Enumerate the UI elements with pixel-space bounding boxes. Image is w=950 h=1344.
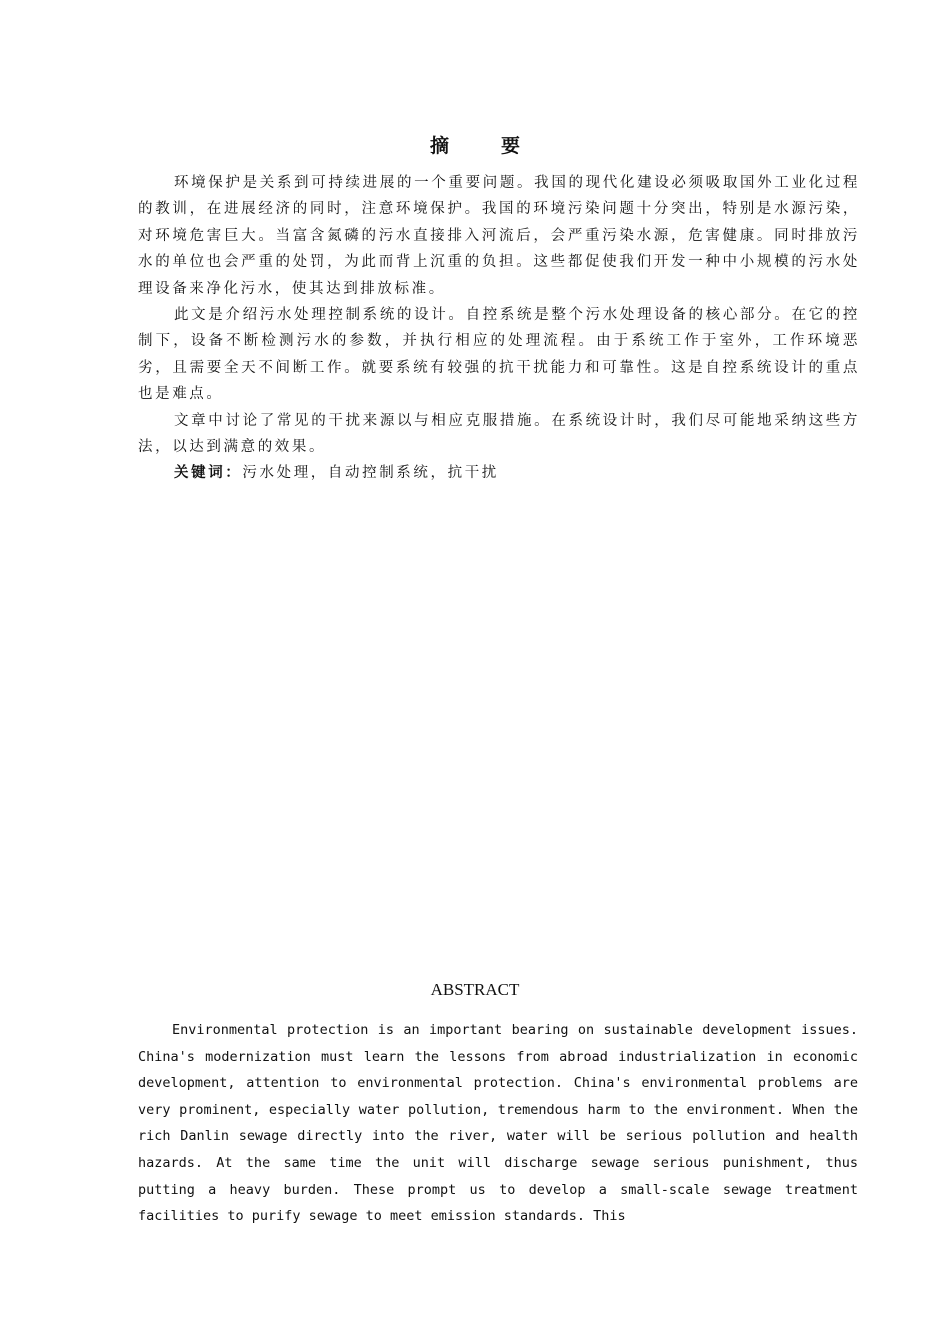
keywords-line <box>138 460 860 486</box>
keywords-value: 污水处理，自动控制系统，抗干扰 <box>242 465 499 482</box>
english-paragraph-1: Environmental protection is an important bearing on sustainable development issues. China's modernization must learn the lessons from abroad industrialization in economic development, attention to environmental protection. China's environmental problems are very prominent, especially water pollution, tremendous harm to the environment. When the rich Danlin sewage directly into the river, water will be serious pollution and health hazards. At the same time the unit will discharge sewage serious punishment, thus putting a heavy burden. These prompt us to develop a small-scale sewage treatment facilities to purify sewage to meet emission standards. This <box>138 1022 858 1225</box>
english-abstract-body <box>138 1017 858 1230</box>
chinese-abstract-title: 摘要 <box>429 135 572 157</box>
keywords-label: 关键词： <box>174 465 243 482</box>
english-abstract-title: ABSTRACT <box>430 980 520 999</box>
chinese-paragraph-2: 此文是介绍污水处理控制系统的设计。自控系统是整个污水处理设备的核心部分。在它的控制下，设备不断检测污水的参数，并执行相应的处理流程。由于系统工作于室外，工作环境恶劣，且需要全天不间断工作。就要系统有较强的抗干扰能力和可靠性。这是自控系统设计的重点也是难点。 <box>138 307 860 403</box>
chinese-paragraph-3: 文章中讨论了常见的干扰来源以与相应克服措施。在系统设计时，我们尽可能地采纳这些方法，以达到满意的效果。 <box>138 412 860 456</box>
chinese-paragraph-1: 环境保护是关系到可持续进展的一个重要问题。我国的现代化建设必须吸取国外工业化过程的教训，在进展经济的同时，注意环境保护。我国的环境污染问题十分突出，特别是水源污染，对环境危害巨大。当富含氮磷的污水直接排入河流后，会严重污染水源，危害健康。同时排放污水的单位也会严重的处罚，为此而背上沉重的负担。这些都促使我们开发一种中小规模的污水处理设备来净化污水，使其达到排放标准。 <box>138 175 860 297</box>
chinese-abstract-body <box>138 170 860 487</box>
